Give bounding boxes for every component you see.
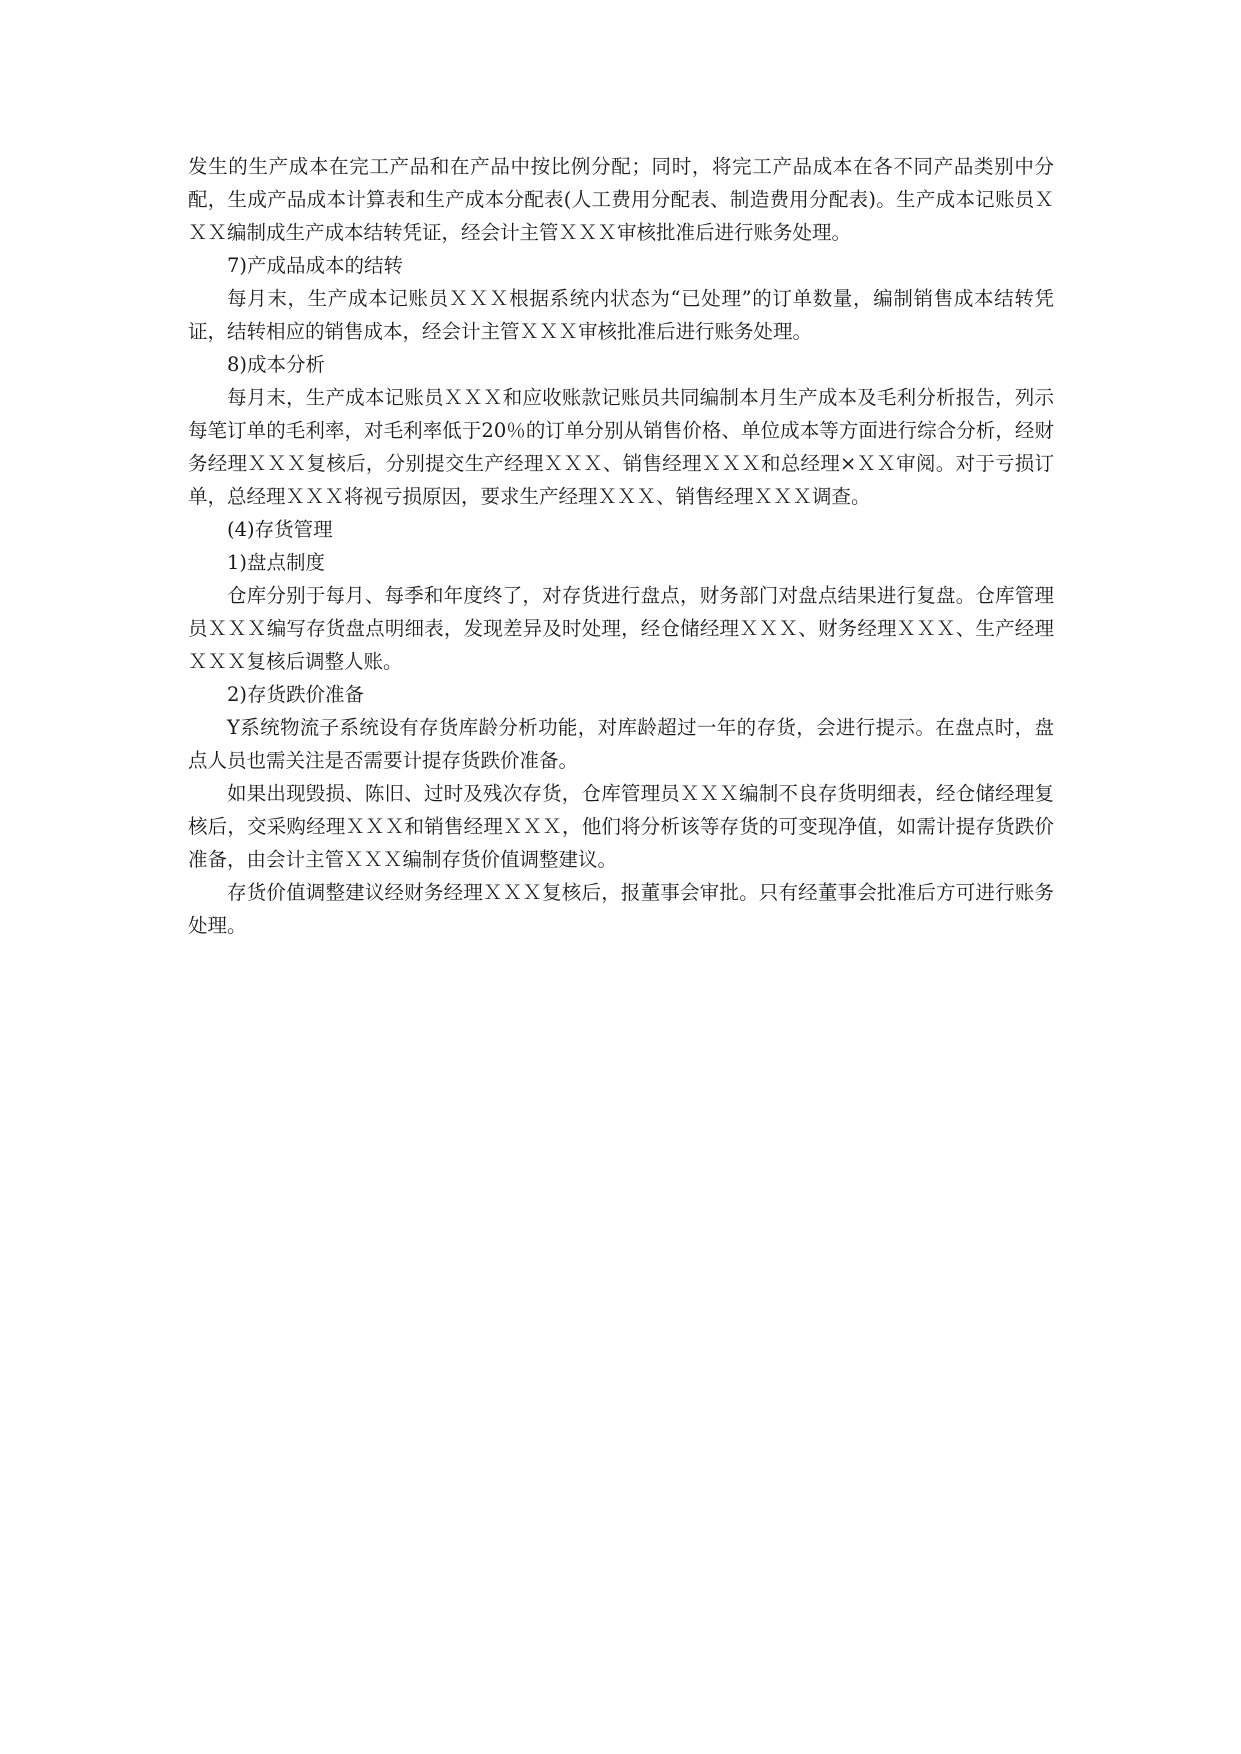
document-body: [188, 150, 1054, 942]
heading-inventory-impairment: 2)存货跌价准备: [227, 683, 365, 706]
paragraph-stocktaking: 仓库分别于每月、每季和年度终了，对存货进行盘点，财务部门对盘点结果进行复盘。仓库管理员ＸＸＸ编写存货盘点明细表，发现差异及时处理，经仓储经理ＸＸＸ、财务经理ＸＸＸ、生产经理ＸＸＸ复核后调整人账。: [188, 584, 1054, 673]
paragraph-board-approval: 存货价值调整建议经财务经理ＸＸＸ复核后，报董事会审批。只有经董事会批准后方可进行账务处理。: [188, 881, 1054, 937]
heading-cost-analysis: 8)成本分析: [227, 353, 326, 376]
heading-stocktaking-system: 1)盘点制度: [227, 551, 326, 574]
paragraph-defective-inventory: 如果出现毁损、陈旧、过时及残次存货，仓库管理员ＸＸＸ编制不良存货明细表，经仓储经理复核后，交采购经理ＸＸＸ和销售经理ＸＸＸ，他们将分析该等存货的可变现净值，如需计提存货跌价准备，由会计主管ＸＸＸ编制存货价值调整建议。: [188, 782, 1054, 871]
paragraph-gross-margin-analysis: 每月末，生产成本记账员ＸＸＸ和应收账款记账员共同编制本月生产成本及毛利分析报告，列示每笔订单的毛利率，对毛利率低于20％的订单分别从销售价格、单位成本等方面进行综合分析，经财务经理ＸＸＸ复核后，分别提交生产经理ＸＸＸ、销售经理ＸＸＸ和总经理×ＸＸ审阅。对于亏损订单，总经理ＸＸＸ将视亏损原因，要求生产经理ＸＸＸ、销售经理ＸＸＸ调查。: [188, 386, 1054, 508]
paragraph-production-cost-allocation: 发生的生产成本在完工产品和在产品中按比例分配；同时，将完工产品成本在各不同产品类别中分配，生成产品成本计算表和生产成本分配表(人工费用分配表、制造费用分配表)。生产成本记账员ＸＸＸ编制成生产成本结转凭证，经会计主管ＸＸＸ审核批准后进行账务处理。: [188, 155, 1054, 244]
paragraph-inventory-aging: Y系统物流子系统设有存货库龄分析功能，对库龄超过一年的存货，会进行提示。在盘点时，盘点人员也需关注是否需要计提存货跌价准备。: [188, 716, 1054, 772]
heading-finished-goods-cost-transfer: 7)产成品成本的结转: [227, 254, 404, 277]
paragraph-sales-cost-transfer: 每月末，生产成本记账员ＸＸＸ根据系统内状态为“已处理”的订单数量，编制销售成本结转凭证，结转相应的销售成本，经会计主管ＸＸＸ审核批准后进行账务处理。: [188, 287, 1054, 343]
heading-inventory-management: (4)存货管理: [227, 518, 333, 541]
